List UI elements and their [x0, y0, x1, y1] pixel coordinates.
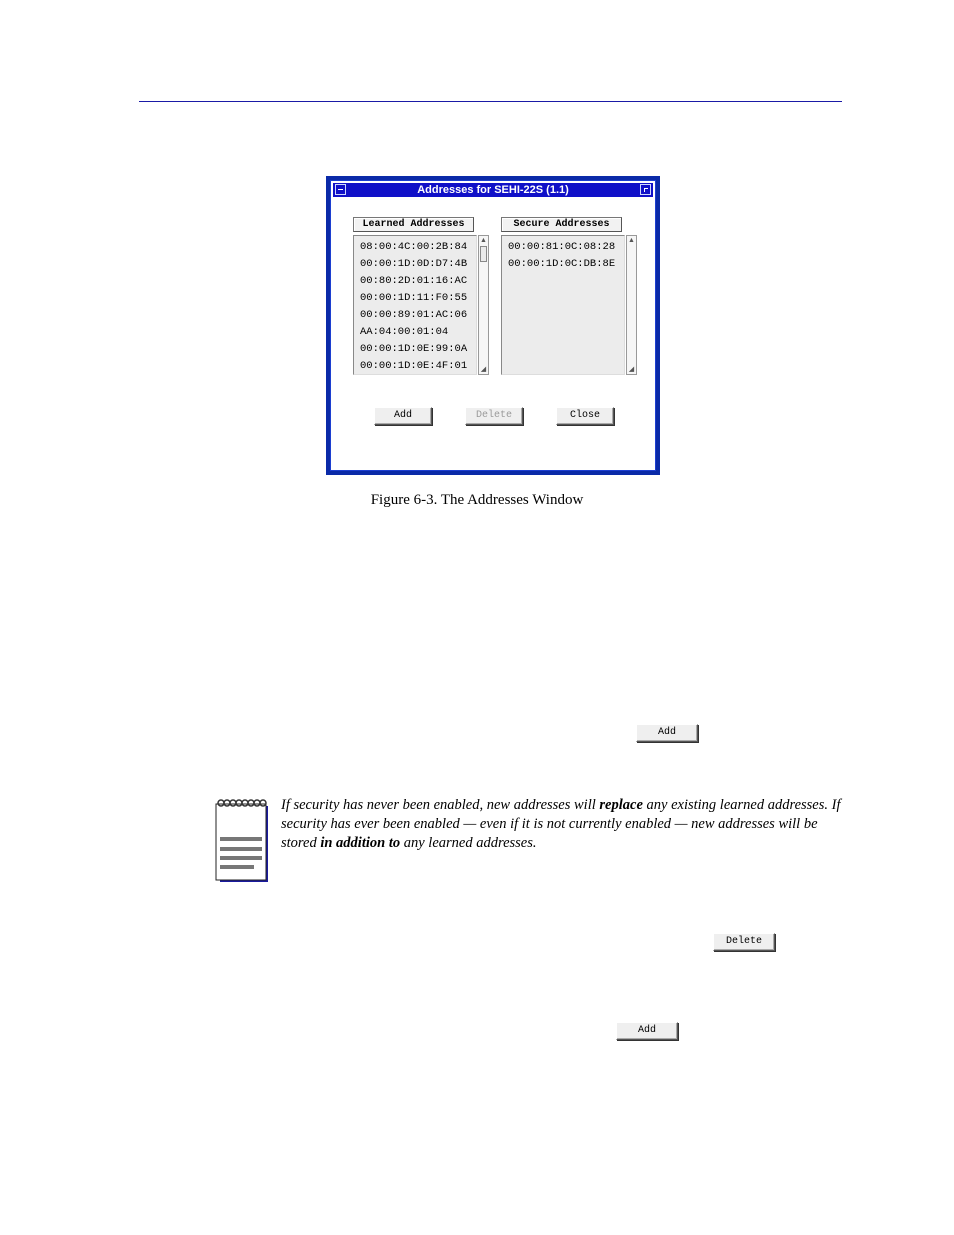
list-item[interactable]: AA:04:00:01:04: [360, 326, 449, 338]
note-emphasis: replace: [599, 797, 643, 813]
list-item[interactable]: 00:00:1D:0E:4F:01: [360, 360, 468, 372]
secure-addresses-list[interactable]: [501, 235, 625, 375]
inline-add-button[interactable]: Add: [636, 724, 698, 742]
learned-list-scrollbar[interactable]: [478, 235, 489, 375]
scroll-up-arrow-icon[interactable]: ▲: [480, 236, 487, 244]
note-icon: [214, 798, 270, 882]
window-maximize-icon[interactable]: [640, 184, 651, 195]
figure-caption: Figure 6-3. The Addresses Window: [370, 492, 584, 508]
scroll-up-arrow-icon[interactable]: ▲: [628, 236, 635, 244]
note-text-part: any existing learned addresses. If security has ever been enabled — even if it is not currently enabled — new addresses will be stored: [281, 797, 841, 851]
scroll-down-arrow-icon[interactable]: ◢: [480, 365, 487, 373]
header-rule: [139, 101, 842, 102]
inline-add-button-2[interactable]: Add: [616, 1022, 678, 1040]
delete-button[interactable]: Delete: [465, 407, 523, 425]
note-text: [281, 796, 841, 853]
scroll-thumb[interactable]: [480, 246, 487, 262]
note-emphasis: in addition to: [320, 835, 401, 851]
secure-addresses-header: Secure Addresses: [501, 217, 622, 232]
window-client-area: [330, 180, 656, 471]
list-item[interactable]: 00:00:81:0C:08:28: [508, 241, 616, 253]
list-item[interactable]: 00:00:1D:0D:D7:4B: [360, 258, 468, 270]
list-item[interactable]: 00:00:1D:0C:DB:8E: [508, 258, 616, 270]
list-item[interactable]: 00:00:89:01:AC:06: [360, 309, 468, 321]
note-text-part: any learned addresses.: [400, 835, 537, 851]
list-item[interactable]: 00:00:1D:0E:99:0A: [360, 343, 468, 355]
add-button[interactable]: Add: [374, 407, 432, 425]
list-item[interactable]: 00:00:1D:11:F0:55: [360, 292, 468, 304]
list-item[interactable]: 08:00:4C:00:2B:84: [360, 241, 468, 253]
inline-delete-button[interactable]: Delete: [713, 933, 775, 951]
scroll-down-arrow-icon[interactable]: ◢: [628, 365, 635, 373]
addresses-window: [326, 176, 660, 475]
window-menu-icon[interactable]: [335, 184, 346, 195]
window-title-bar[interactable]: [333, 183, 653, 197]
learned-addresses-list[interactable]: [353, 235, 477, 375]
secure-list-scrollbar[interactable]: [626, 235, 637, 375]
list-item[interactable]: 00:80:2D:01:16:AC: [360, 275, 468, 287]
window-title: Addresses for SEHI-22S (1.1): [417, 184, 569, 196]
note-text-part: If security has never been enabled, new addresses will: [281, 797, 600, 813]
close-button[interactable]: Close: [556, 407, 614, 425]
learned-addresses-header: Learned Addresses: [353, 217, 474, 232]
